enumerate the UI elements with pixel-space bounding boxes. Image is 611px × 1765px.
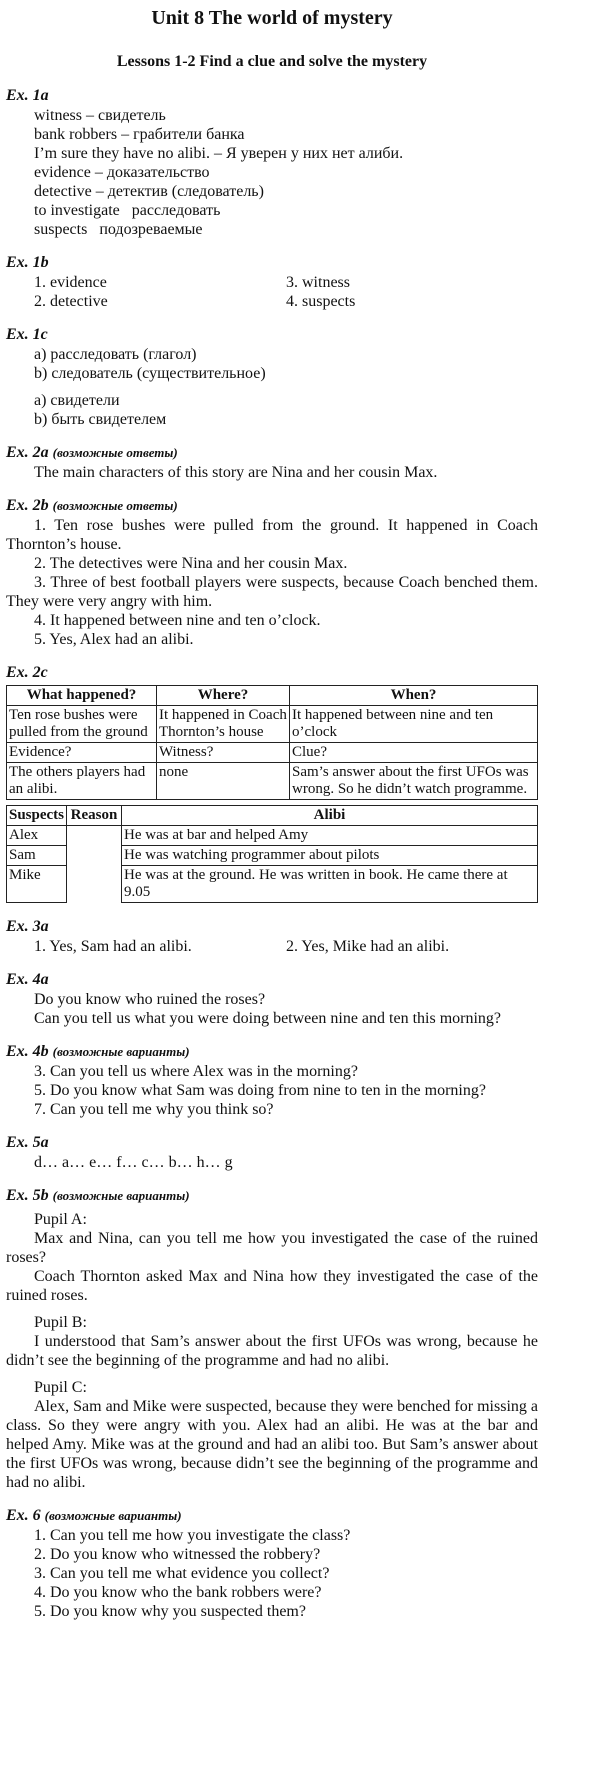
suspects-table xyxy=(6,805,538,903)
table-cell: Mike xyxy=(7,866,67,903)
pupil-label: Pupil A: xyxy=(34,1211,87,1228)
case-table xyxy=(6,685,538,800)
pupil-text: Coach Thornton asked Max and Nina how they investigated the case of the ruined roses. xyxy=(6,1268,538,1304)
vocab-line: evidence – доказательство xyxy=(34,164,210,181)
table-cell: Alex xyxy=(7,826,67,846)
table-cell: Clue? xyxy=(290,743,538,763)
answer-item: 2. detective xyxy=(34,293,108,310)
ex-note: (возможные варианты) xyxy=(52,1188,190,1203)
vocab-line: witness – свидетель xyxy=(34,107,166,124)
pupil-text: I understood that Sam’s answer about the first UFOs was wrong, because he didn’t see the beginning of the programme and had no alibi. xyxy=(6,1333,538,1369)
answer-item: 5. Do you know why you suspected them? xyxy=(34,1603,306,1620)
table-header: Where? xyxy=(157,686,290,706)
table-row xyxy=(7,866,538,903)
answer-item: 5. Yes, Alex had an alibi. xyxy=(34,631,194,648)
table-cell: Sam’s answer about the first UFOs was wrong. So he didn’t watch programme. xyxy=(290,763,538,800)
ex-label: Ex. 2a xyxy=(6,444,49,461)
ex-note: (возможные ответы) xyxy=(52,445,178,460)
table-cell: He was at the ground. He was written in book. He came there at 9.05 xyxy=(122,866,538,903)
ex-label: Ex. 4b xyxy=(6,1043,49,1060)
table-cell: Evidence? xyxy=(7,743,157,763)
answer-item: a) свидетели xyxy=(34,392,120,409)
ex-4a-heading: Ex. 4a xyxy=(6,971,49,988)
table-header: Reason xyxy=(67,806,122,826)
table-cell: He was at bar and helped Amy xyxy=(122,826,538,846)
ex-2a-heading xyxy=(6,443,538,462)
answer-item: 4. Do you know who the bank robbers were? xyxy=(34,1584,322,1601)
table-cell: none xyxy=(157,763,290,800)
unit-title: Unit 8 The world of mystery xyxy=(151,7,393,29)
answer-item: 2. The detectives were Nina and her cousin Max. xyxy=(34,555,348,572)
answer-item: 3. Three of best football players were suspects, because Coach benched them. They were very angry with him. xyxy=(6,574,538,610)
ex-1b-answers xyxy=(6,273,538,311)
pupil-text: Max and Nina, can you tell me how you investigated the case of the ruined roses? xyxy=(6,1230,538,1266)
table-row xyxy=(7,706,538,743)
table-header: What happened? xyxy=(7,686,157,706)
ex-5a-heading: Ex. 5a xyxy=(6,1134,49,1151)
vocab-line: to investigate расследовать xyxy=(34,202,221,219)
ex-label: Ex. 2b xyxy=(6,497,49,514)
ex-4b-heading xyxy=(6,1042,538,1061)
table-cell: The others players had an alibi. xyxy=(7,763,157,800)
ex-6-heading xyxy=(6,1506,538,1525)
pupil-label: Pupil C: xyxy=(34,1379,87,1396)
ex-3a-answers xyxy=(6,937,538,956)
ex-1c-answers xyxy=(6,345,538,429)
table-cell: He was watching programmer about pilots xyxy=(122,846,538,866)
table-row xyxy=(7,763,538,800)
table-row xyxy=(7,743,538,763)
ex-note: (возможные варианты) xyxy=(52,1044,190,1059)
ex-1a-vocab xyxy=(6,106,538,239)
ex-1b-heading: Ex. 1b xyxy=(6,254,49,271)
table-cell: It happened in Coach Thornton’s house xyxy=(157,706,290,743)
answer-item: 4. It happened between nine and ten o’clock. xyxy=(34,612,321,629)
answer-item: b) быть свидетелем xyxy=(34,411,167,428)
ex-2b-heading xyxy=(6,496,538,515)
answer-item: 4. suspects xyxy=(286,293,356,310)
table-cell xyxy=(67,866,122,903)
ex-note: (возможные варианты) xyxy=(44,1508,182,1523)
table-header: Alibi xyxy=(122,806,538,826)
ex-label: Ex. 6 xyxy=(6,1507,41,1524)
table-cell: Ten rose bushes were pulled from the ground xyxy=(7,706,157,743)
vocab-line: I’m sure they have no alibi. – Я уверен у них нет алиби. xyxy=(34,145,404,162)
answer-item: a) расследовать (глагол) xyxy=(34,346,197,363)
table-cell xyxy=(67,826,122,846)
answer-item: b) следователь (существительное) xyxy=(34,365,266,382)
ex-1c-heading: Ex. 1c xyxy=(6,326,48,343)
ex-6-answers xyxy=(6,1526,538,1621)
answer-item: 1. evidence xyxy=(34,274,107,291)
ex-4b-answers xyxy=(6,1062,538,1119)
answer-item: Do you know who ruined the roses? xyxy=(34,991,266,1008)
table-header: Suspects xyxy=(7,806,67,826)
ex-3a-heading: Ex. 3a xyxy=(6,918,49,935)
answer-item: 5. Do you know what Sam was doing from nine to ten in the morning? xyxy=(34,1082,486,1099)
answer-item: 3. witness xyxy=(286,274,350,291)
vocab-line: bank robbers – грабители банка xyxy=(34,126,245,143)
answer-item: 1. Can you tell me how you investigate the class? xyxy=(34,1527,351,1544)
table-header: When? xyxy=(290,686,538,706)
answer-item: 3. Can you tell us where Alex was in the morning? xyxy=(34,1063,358,1080)
ex-4a-answers xyxy=(6,990,538,1028)
table-row xyxy=(7,846,538,866)
ex-5b-heading xyxy=(6,1186,538,1205)
answer-item: 2. Yes, Mike had an alibi. xyxy=(286,938,450,955)
answer-item: Can you tell us what you were doing between nine and ten this morning? xyxy=(34,1010,502,1027)
pupil-label: Pupil B: xyxy=(34,1314,87,1331)
table-cell: It happened between nine and ten o’clock xyxy=(290,706,538,743)
ex-label: Ex. 5b xyxy=(6,1187,49,1204)
vocab-line: suspects подозреваемые xyxy=(34,221,203,238)
answer-item: 3. Can you tell me what evidence you collect? xyxy=(34,1565,330,1582)
table-cell xyxy=(67,846,122,866)
table-cell: Witness? xyxy=(157,743,290,763)
ex-5a-answer: d… a… e… f… c… b… h… g xyxy=(34,1154,233,1171)
ex-1a-heading: Ex. 1a xyxy=(6,87,49,104)
answer-item: 7. Can you tell me why you think so? xyxy=(34,1101,274,1118)
vocab-line: detective – детектив (следователь) xyxy=(34,183,264,200)
lesson-title: Lessons 1-2 Find a clue and solve the mystery xyxy=(116,53,428,70)
pupil-text: Alex, Sam and Mike were suspected, because they were benched for missing a class. So they were angry with you. Alex had an alibi. He was at the bar and helped Amy. Mike was at the ground and had an alibi too. But Sam’s answer about the first UFOs was wrong, because didn’t see the beginning of the programme and had no alibi. xyxy=(6,1398,538,1491)
answer-item: 1. Yes, Sam had an alibi. xyxy=(34,938,192,955)
table-cell: Sam xyxy=(7,846,67,866)
ex-2c-heading: Ex. 2c xyxy=(6,664,48,681)
table-row xyxy=(7,826,538,846)
answer-item: 1. Ten rose bushes were pulled from the ground. It happened in Coach Thornton’s house. xyxy=(6,517,538,553)
answer-item: 2. Do you know who witnessed the robbery? xyxy=(34,1546,321,1563)
ex-note: (возможные ответы) xyxy=(52,498,178,513)
ex-2a-text: The main characters of this story are Nina and her cousin Max. xyxy=(34,464,438,481)
